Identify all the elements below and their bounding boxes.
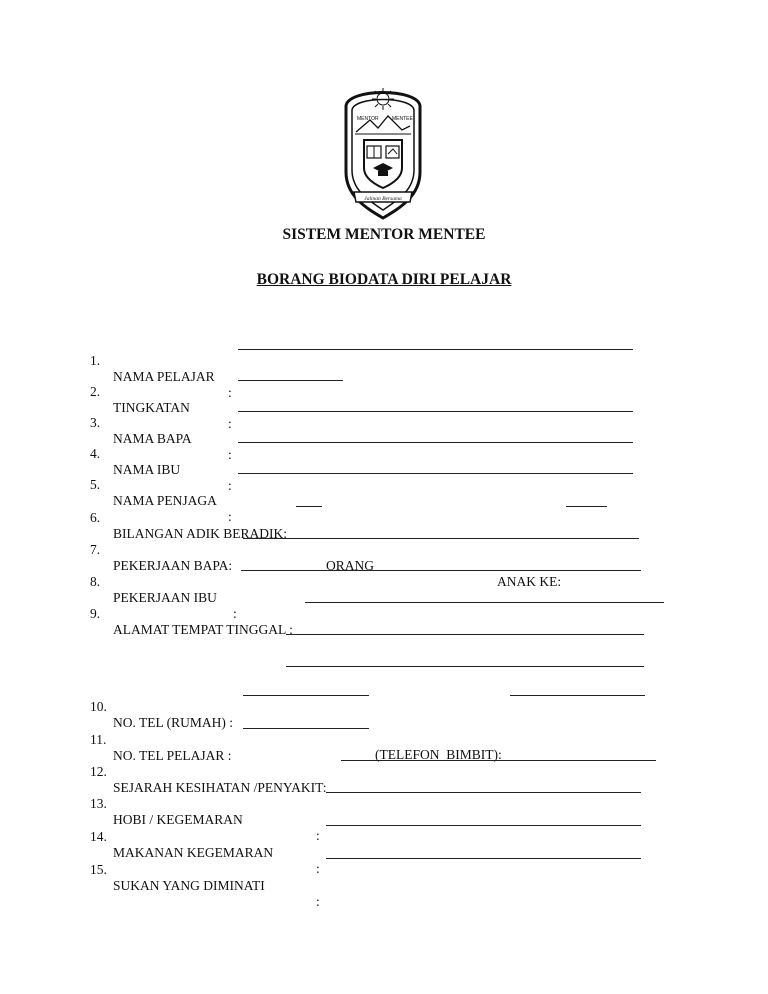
- form-title: SISTEM MENTOR MENTEE: [282, 226, 486, 243]
- tingkatan-input-line[interactable]: [238, 380, 343, 381]
- sejarah-kesihatan-input-line[interactable]: [341, 760, 656, 761]
- field-number: 2.: [90, 384, 101, 399]
- field-colon: :: [233, 606, 237, 621]
- field-number: 8.: [90, 574, 101, 589]
- field-label: PEKERJAAN BAPA:: [113, 558, 233, 573]
- no-tel-pelajar-input-line[interactable]: [243, 728, 369, 729]
- alamat-input-line-1[interactable]: [305, 602, 664, 603]
- sukan-input-line[interactable]: [326, 858, 641, 859]
- school-crest-logo: [340, 84, 426, 220]
- field-label-telefon-bimbit: (TELEFON BIMBIT):: [375, 747, 502, 762]
- field-label: ALAMAT TEMPAT TINGGAL :: [113, 622, 293, 637]
- field-number: 13.: [90, 796, 107, 811]
- field-number: 4.: [90, 446, 101, 461]
- field-colon: :: [316, 828, 320, 843]
- field-label: NAMA PELAJAR: [113, 369, 215, 384]
- field-label: MAKANAN KEGEMARAN: [113, 845, 274, 860]
- field-unit: ORANG: [326, 558, 375, 573]
- field-number: 15.: [90, 862, 107, 877]
- field-label: HOBI / KEGEMARAN: [113, 812, 243, 827]
- field-number: 11.: [90, 732, 107, 747]
- crest-motto: Jalinan Bersama: [364, 196, 402, 202]
- field-colon: :: [316, 894, 320, 909]
- pekerjaan-ibu-input-line[interactable]: [241, 570, 641, 571]
- field-label: PEKERJAAN IBU: [113, 590, 217, 605]
- field-number: 12.: [90, 764, 107, 779]
- field-colon: :: [228, 447, 232, 462]
- field-number: 6.: [90, 510, 101, 525]
- field-colon: :: [228, 509, 232, 524]
- crest-text-left: MENTOR: [357, 116, 379, 122]
- field-number: 1.: [90, 353, 101, 368]
- field-number: 10.: [90, 699, 107, 714]
- field-label: NO. TEL (RUMAH) :: [113, 715, 233, 730]
- field-number: 7.: [90, 542, 101, 557]
- field-colon: :: [228, 416, 232, 431]
- makanan-kegemaran-input-line[interactable]: [326, 825, 641, 826]
- hobi-input-line[interactable]: [326, 792, 641, 793]
- alamat-input-line-2[interactable]: [286, 634, 644, 635]
- field-number: 5.: [90, 477, 101, 492]
- field-number: 9.: [90, 606, 101, 621]
- field-label: BILANGAN ADIK BERADIK:: [113, 526, 287, 541]
- field-label: SEJARAH KESIHATAN /PENYAKIT:: [113, 780, 327, 795]
- telefon-bimbit-input-line[interactable]: [510, 695, 645, 696]
- field-number: 3.: [90, 415, 101, 430]
- field-number: 14.: [90, 829, 107, 844]
- field-colon: :: [228, 385, 232, 400]
- pekerjaan-bapa-input-line[interactable]: [243, 538, 639, 539]
- nama-ibu-input-line[interactable]: [238, 442, 633, 443]
- field-label: NAMA IBU: [113, 462, 181, 477]
- nama-pelajar-input-line[interactable]: [238, 349, 633, 350]
- field-colon: :: [228, 478, 232, 493]
- nama-penjaga-input-line[interactable]: [238, 473, 633, 474]
- bilangan-adik-input-line[interactable]: [296, 506, 322, 507]
- field-label: SUKAN YANG DIMINATI: [113, 878, 265, 893]
- form-subtitle: BORANG BIODATA DIRI PELAJAR: [256, 271, 512, 288]
- field-label-anak-ke: ANAK KE:: [497, 574, 562, 589]
- alamat-input-line-3[interactable]: [286, 666, 644, 667]
- crest-text-right: MENTEE: [392, 116, 413, 122]
- no-tel-rumah-input-line[interactable]: [243, 695, 369, 696]
- nama-bapa-input-line[interactable]: [238, 411, 633, 412]
- field-label: TINGKATAN: [113, 400, 190, 415]
- field-label: NAMA BAPA: [113, 431, 192, 446]
- field-colon: :: [316, 861, 320, 876]
- anak-ke-input-line[interactable]: [566, 506, 607, 507]
- field-label: NO. TEL PELAJAR :: [113, 748, 232, 763]
- field-label: NAMA PENJAGA: [113, 493, 217, 508]
